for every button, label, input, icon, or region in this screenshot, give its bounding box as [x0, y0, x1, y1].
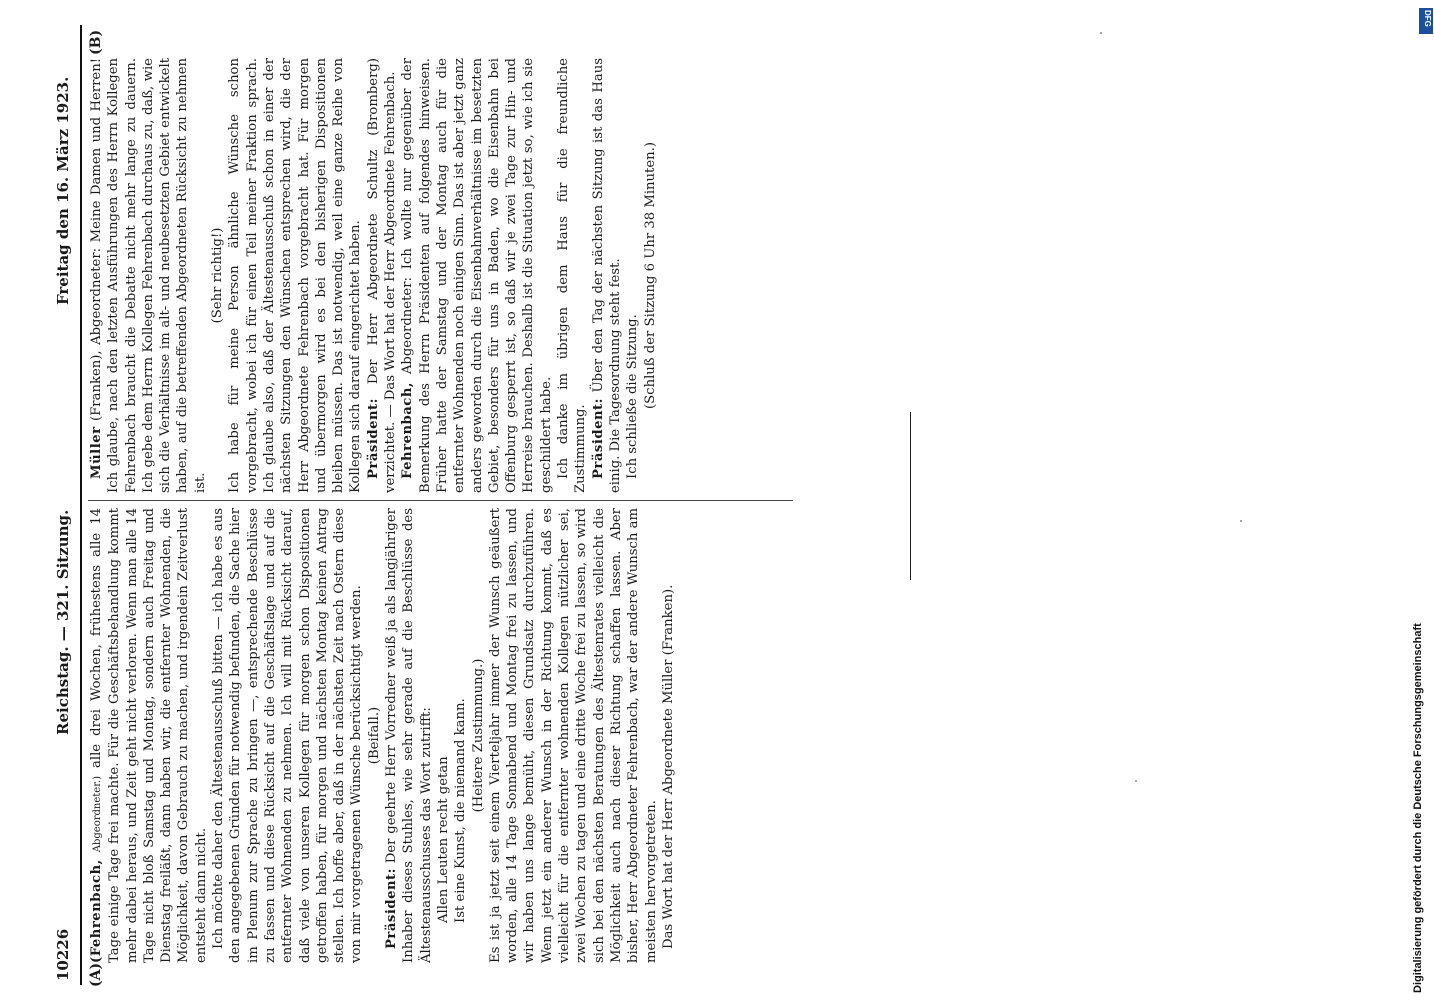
paragraph-text: alle drei Wochen, frühestens alle 14 Tage einige Tage frei machte. Für die Geschäftsbehandlung kommt mehr dabei heraus, und Zeit geht nicht verloren. Wenn man alle 14 Tage nicht bloß Samstag und Montag, sondern auch Freitag und Dienstag freiläßt, dann haben wir, die entfernter Wohnenden, die Möglichkeit, davon Gebrauch zu machen, und irgendein Zeitverlust entsteht dann nicht. [89, 508, 209, 963]
text-paragraph [365, 58, 400, 493]
paragraph-text: Es ist ja jetzt seit einem Vierteljahr immer der Wunsch geäußert worden, alle 14 Tage Sonnabend und Montag frei zu lassen, und wir haben uns lange bemüht, diesen Grundsatz durchzuführen. Wenn jetzt ein anderer Wunsch in der Richtung kommt, daß es vielleicht für die entfernter wohnenden Kollegen nützlicher sei, zwei Wochen zu tagen und eine dritte Woche frei zu lassen, so wird sich bei den nächsten Beratungen des Ältestenrates vielleicht die Möglichkeit auch nach dieser Richtung schaffen lassen. Aber bisher, Herr Abgeordneter Fehrenbach, war der andere Wunsch am meisten hervorgetreten. [487, 508, 659, 963]
speaker-name: Präsident: [365, 397, 381, 479]
paragraph-text: Das Wort hat der Herr Abgeordnete Müller (Franken). [660, 584, 676, 949]
scanned-page [50, 25, 860, 985]
paragraph-text: (Schluß der Sitzung 6 Uhr 38 Minuten.) [642, 142, 658, 409]
column-divider [88, 500, 793, 501]
text-paragraph [399, 58, 555, 493]
right-text-column [88, 58, 658, 493]
dfg-logo [1419, 8, 1433, 34]
paragraph-text: Ich möchte daher den Ältestenausschuß bitten — ich habe es aus den angegebenen Gründen für notwendig befunden, die Sache hier im Plenum zur Sprache zu bringen —, entsprechende Beschlüsse zu fassen und diese Rücksicht auf die Geschäftslage und auf die entfernter Wohnenden zu nehmen. Ich will mit Rücksicht darauf, daß viele von unseren Kollegen für morgen schon Dispositionen getroffen haben, für morgen und nächsten Montag keinen Antrag stellen. Ich hoffe aber, daß in der nächsten Zeit nach Ostern diese von mir vorgetragenen Wünsche berücksichtigt werden. [211, 508, 365, 963]
page-number: 10226 [54, 928, 72, 981]
session-title: Reichstag. — 321. Sitzung. [54, 509, 72, 735]
text-paragraph [452, 508, 469, 963]
scan-speck [1240, 520, 1242, 522]
text-paragraph [555, 58, 590, 493]
speaker-name: Präsident: [590, 397, 606, 479]
speaker-name: Fehrenbach, [400, 381, 416, 479]
paragraph-text: Ist eine Kunst, die niemand kann. [453, 698, 469, 923]
text-paragraph [487, 508, 660, 963]
text-paragraph [624, 58, 641, 493]
paragraph-text: Der geehrte Herr Vorredner weiß ja als langjähriger Inhaber dieses Stuhles, wie sehr gerade auf die Beschlüsse des Ältestenausschusses das Wort zutrifft: [384, 508, 434, 963]
speaker-name: (Fehrenbach, [89, 859, 104, 963]
text-paragraph [226, 58, 364, 493]
paragraph-text: Ich habe für meine Person ähnliche Wünsche schon vorgebracht, wobei ich für einen Teil meiner Fraktion sprach. Ich glaube also, daß der Ältestenausschuß schon in einer der nächsten Sitzungen den Wünschen entsprechen wird, die der Herr Abgeordnete Fehrenbach vorgebracht hat. Für morgen und übermorgen wird es bei den bisherigen Dispositionen bleiben müssen. Das ist notwendig, weil eine ganze Reihe von Kollegen sich darauf eingerichtet haben. [227, 58, 364, 493]
stage-note [470, 508, 487, 963]
scan-speck [1135, 780, 1137, 782]
scan-speck [1100, 32, 1102, 34]
text-paragraph [383, 508, 435, 963]
paragraph-text: Abgeordneter: Ich wollte nur gegenüber der Bemerkung des Herrn Präsidenten auf folgendes hinweisen. Früher hatte der Samstag und der Montag auch für die entfernter Wohnenden noch einigen Sinn. Das ist aber jetzt ganz anders geworden durch die Eisenbahnverhältnisse im besetzten Gebiet, besonders für uns in Baden, wo die Eisenbahn bei Offenburg gesperrt ist, so daß wir je zwei Tage zur Hin- und Herreise brauchen. Deshalb ist die Situation jetzt so, wie ich sie geschildert habe. [400, 58, 554, 493]
column-marker-a: (A) [88, 962, 104, 987]
paragraph-text: Allen Leuten recht getan [435, 756, 451, 923]
page-header [50, 25, 82, 985]
text-paragraph [210, 508, 366, 963]
text-paragraph [660, 508, 677, 963]
speaker-name: Müller [89, 426, 104, 479]
paragraph-text: Über den Tag der nächsten Sitzung ist das Haus einig. Die Tagesordnung steht fest. [590, 58, 623, 493]
paragraph-text: Ich danke im übrigen dem Haus für die freundliche Zustimmung. [556, 58, 589, 493]
stage-note [209, 58, 226, 493]
session-date: Freitag den 16. März 1923. [54, 76, 72, 305]
paragraph-text: Ich schließe die Sitzung. [625, 314, 641, 479]
left-text-column [88, 508, 793, 963]
speaker-name: Präsident: [384, 867, 400, 949]
text-paragraph [590, 58, 625, 493]
paragraph-text: (Heitere Zustimmung.) [470, 658, 486, 813]
text-paragraph [88, 58, 209, 493]
digitization-credit: Digitalisierung gefördert durch die Deutsche Forschungsgemeinschaft [1412, 623, 1424, 993]
paragraph-text: (Sehr richtig!) [210, 227, 226, 324]
scan-rule-line [910, 412, 911, 580]
column-marker-b: (B) [88, 29, 104, 55]
text-paragraph [435, 508, 452, 963]
stage-note [366, 508, 383, 963]
paragraph-text: (Beifall.) [366, 706, 382, 765]
text-paragraph [88, 508, 210, 963]
stage-note [642, 58, 659, 493]
dfg-logo-text: DFG [1423, 10, 1432, 27]
paragraph-text: (Franken), Abgeordneter: Meine Damen und Herren! Ich glaube, nach den letzten Ausführungen des Herrn Kollegen Fehrenbach braucht die Debatte nicht mehr lange zu dauern. Ich gebe dem Herrn Kollegen Fehrenbach durchaus zu, daß, wie sich die Verhältnisse im alt- und neubesetzten Gebiet entwickelt haben, auf die betreffenden Abgeordneten Rücksicht zu nehmen ist. [89, 58, 208, 493]
paragraph-text: Der Herr Abgeordnete Schultz (Bromberg) verzichtet. — Das Wort hat der Herr Abgeordnete Fehrenbach. [365, 58, 399, 493]
speaker-role: Abgeordneter.) [92, 776, 103, 860]
